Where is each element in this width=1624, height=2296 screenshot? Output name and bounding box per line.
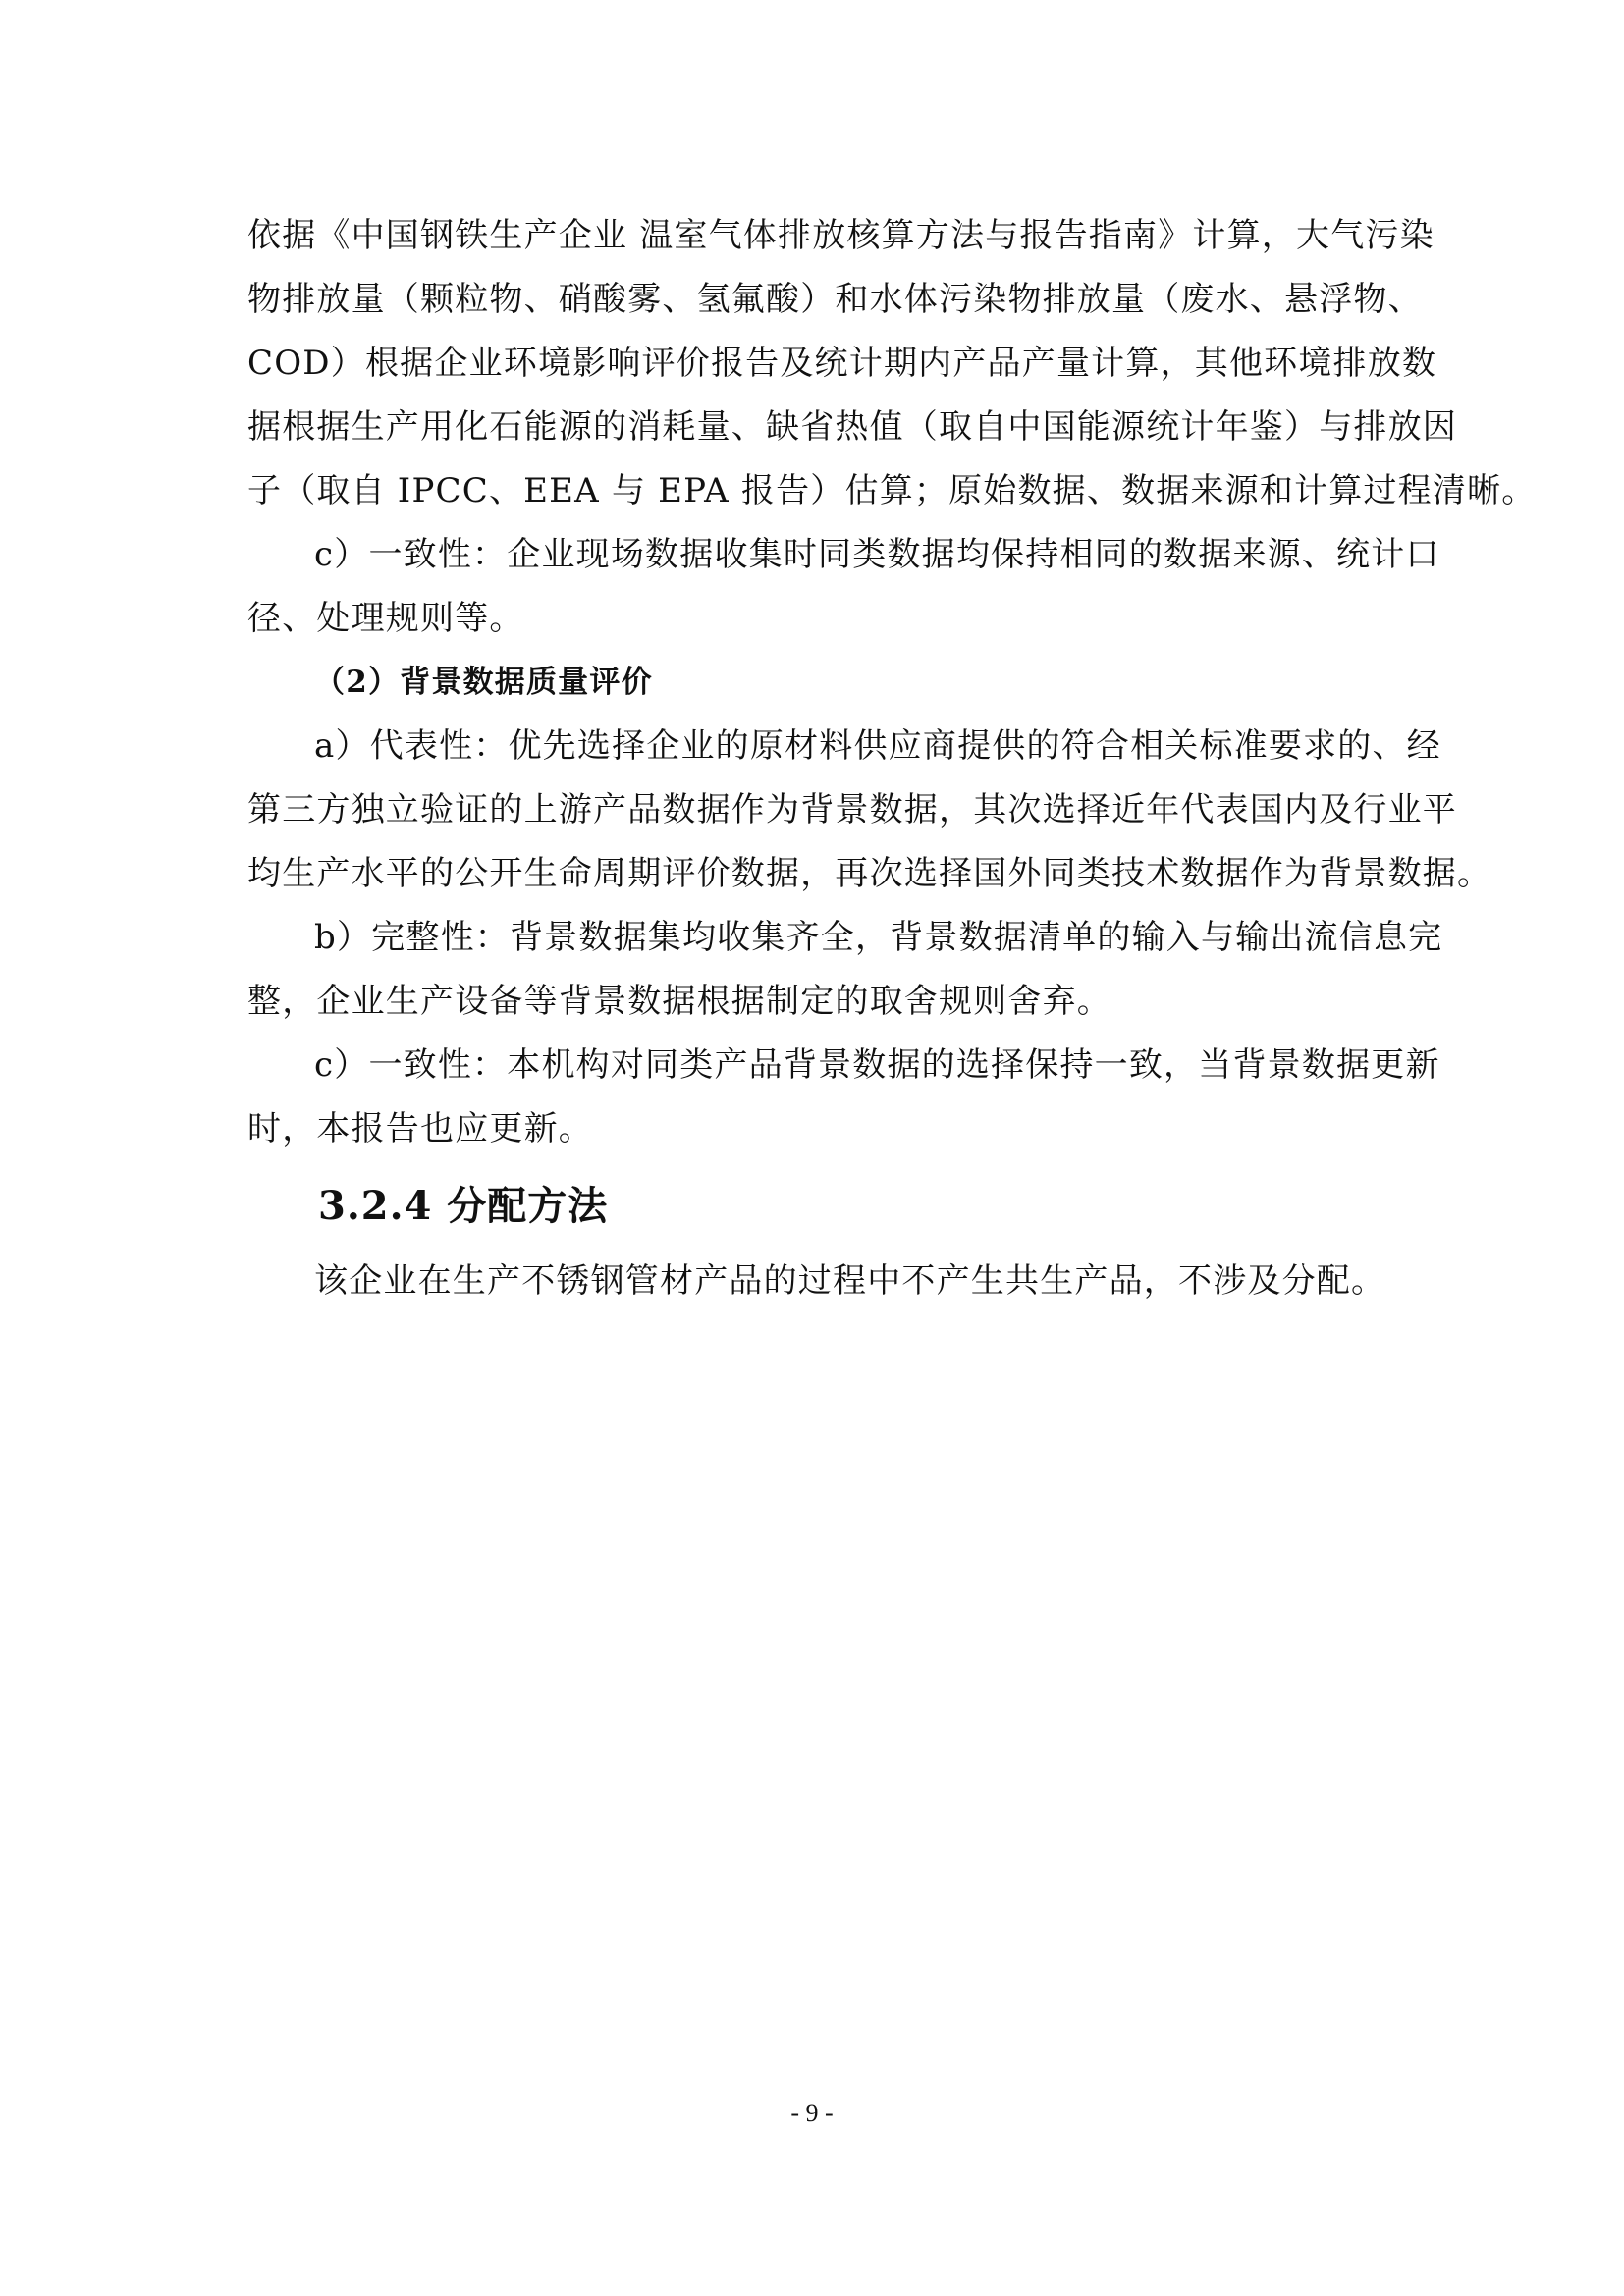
- text-line: 径、处理规则等。: [247, 599, 524, 638]
- text-line: a）代表性：优先选择企业的原材料供应商提供的符合相关标准要求的、经: [314, 726, 1441, 766]
- text-line: c）一致性：本机构对同类产品背景数据的选择保持一致，当背景数据更新: [314, 1045, 1440, 1085]
- text-line: 第三方独立验证的上游产品数据作为背景数据，其次选择近年代表国内及行业平: [247, 790, 1457, 829]
- subheading-background-quality: （2）背景数据质量评价: [314, 665, 653, 700]
- paragraph-consistency-background: [247, 1034, 1440, 1161]
- text-line: 整，企业生产设备等背景数据根据制定的取舍规则舍弃。: [247, 982, 1111, 1021]
- page-content: [247, 204, 1537, 1313]
- text-line: 物排放量（颗粒物、硝酸雾、氢氟酸）和水体污染物排放量（废水、悬浮物、: [247, 280, 1423, 319]
- text-line: 均生产水平的公开生命周期评价数据，再次选择国外同类技术数据作为背景数据。: [247, 854, 1492, 893]
- text-line: 据根据生产用化石能源的消耗量、缺省热值（取自中国能源统计年鉴）与排放因: [247, 407, 1457, 447]
- section-heading: 3.2.4 分配方法: [318, 1183, 609, 1229]
- page-number: - 9 -: [790, 2099, 834, 2127]
- paragraph-emission-data: [247, 204, 1537, 523]
- text-line: 子（取自 IPCC、EEA 与 EPA 报告）估算；原始数据、数据来源和计算过程清晰。: [247, 471, 1537, 510]
- paragraph-representativeness: [247, 715, 1492, 906]
- text-line: 依据《中国钢铁生产企业 温室气体排放核算方法与报告指南》计算，大气污染: [247, 216, 1435, 255]
- text-line: b）完整性：背景数据集均收集齐全，背景数据清单的输入与输出流信息完: [314, 918, 1443, 957]
- paragraph-completeness: [247, 906, 1443, 1034]
- paragraph-consistency-onsite: [247, 523, 1440, 651]
- text-line: c）一致性：企业现场数据收集时同类数据均保持相同的数据来源、统计口: [314, 535, 1440, 574]
- text-line: COD）根据企业环境影响评价报告及统计期内产品产量计算，其他环境排放数: [247, 344, 1437, 383]
- text-line: 时，本报告也应更新。: [247, 1109, 593, 1148]
- section-body: 该企业在生产不锈钢管材产品的过程中不产生共生产品，不涉及分配。: [314, 1261, 1386, 1301]
